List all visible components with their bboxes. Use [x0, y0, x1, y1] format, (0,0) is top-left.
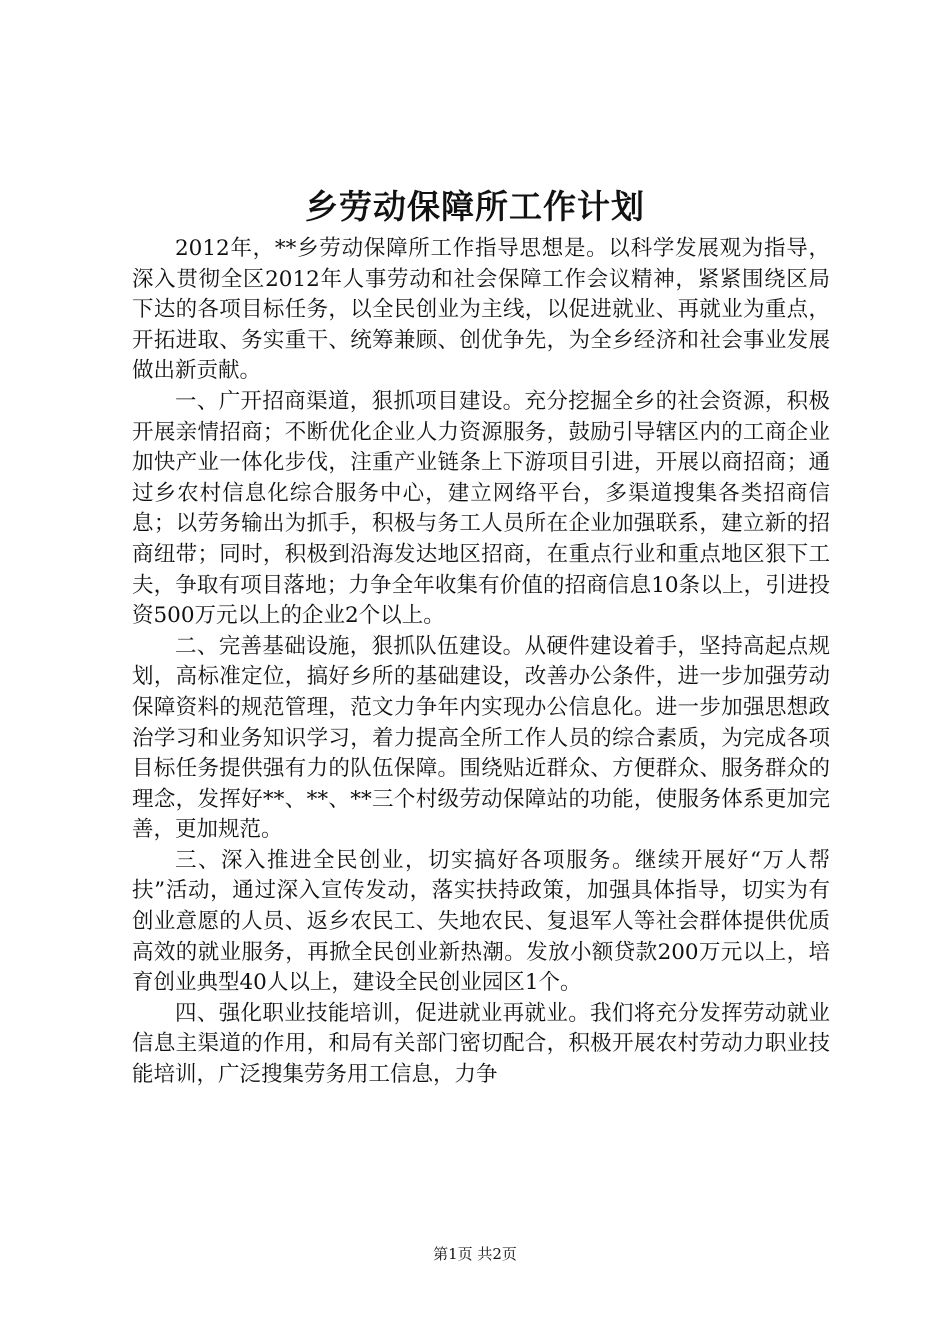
paragraph-intro: 2012年，**乡劳动保障所工作指导思想是。以科学发展观为指导，深入贯彻全区2012年人事劳动和社会保障工作会议精神，紧紧围绕区局下达的各项目标任务，以全民创业为主线，以促进就业、再就业为重点，开拓进取、务实重干、统筹兼顾、创优争先，为全乡经济和社会事业发展做出新贡献。: [132, 236, 830, 384]
paragraph-section-4: 四、强化职业技能培训，促进就业再就业。我们将充分发挥劳动就业信息主渠道的作用，和局有关部门密切配合，积极开展农村劳动力职业技能培训，广泛搜集劳务用工信息，力争: [132, 1000, 830, 1088]
document-title: 乡劳动保障所工作计划: [305, 187, 645, 226]
paragraph-section-3: 三、深入推进全民创业，切实搞好各项服务。继续开展好“万人帮扶”活动，通过深入宣传发动，落实扶持政策，加强具体指导，切实为有创业意愿的人员、返乡农民工、失地农民、复退军人等社会群体提供优质高效的就业服务，再掀全民创业新热潮。发放小额贷款200万元以上，培育创业典型40人以上，建设全民创业园区1个。: [132, 847, 830, 996]
document-body: [132, 234, 830, 1091]
paragraph-section-2: 二、完善基础设施，狠抓队伍建设。从硬件建设着手，坚持高起点规划，高标准定位，搞好乡所的基础建设，改善办公条件，进一步加强劳动保障资料的规范管理，范文力争年内实现办公信息化。进一步加强思想政治学习和业务知识学习，着力提高全所工作人员的综合素质，为完成各项目标任务提供强有力的队伍保障。围绕贴近群众、方便群众、服务群众的理念，发挥好**、**、**三个村级劳动保障站的功能，使服务体系更加完善，更加规范。: [132, 633, 830, 843]
paragraph-section-1: 一、广开招商渠道，狠抓项目建设。充分挖掘全乡的社会资源，积极开展亲情招商；不断优化企业人力资源服务，鼓励引导辖区内的工商企业加快产业一体化步伐，注重产业链条上下游项目引进，开展以商招商；通过乡农村信息化综合服务中心，建立网络平台，多渠道搜集各类招商信息；以劳务输出为抓手，积极与务工人员所在企业加强联系，建立新的招商纽带；同时，积极到沿海发达地区招商，在重点行业和重点地区狠下工夫，争取有项目落地；力争全年收集有价值的招商信息10条以上，引进投资500万元以上的企业2个以上。: [132, 388, 830, 629]
page-number-footer: 第1页 共2页: [433, 1245, 517, 1263]
